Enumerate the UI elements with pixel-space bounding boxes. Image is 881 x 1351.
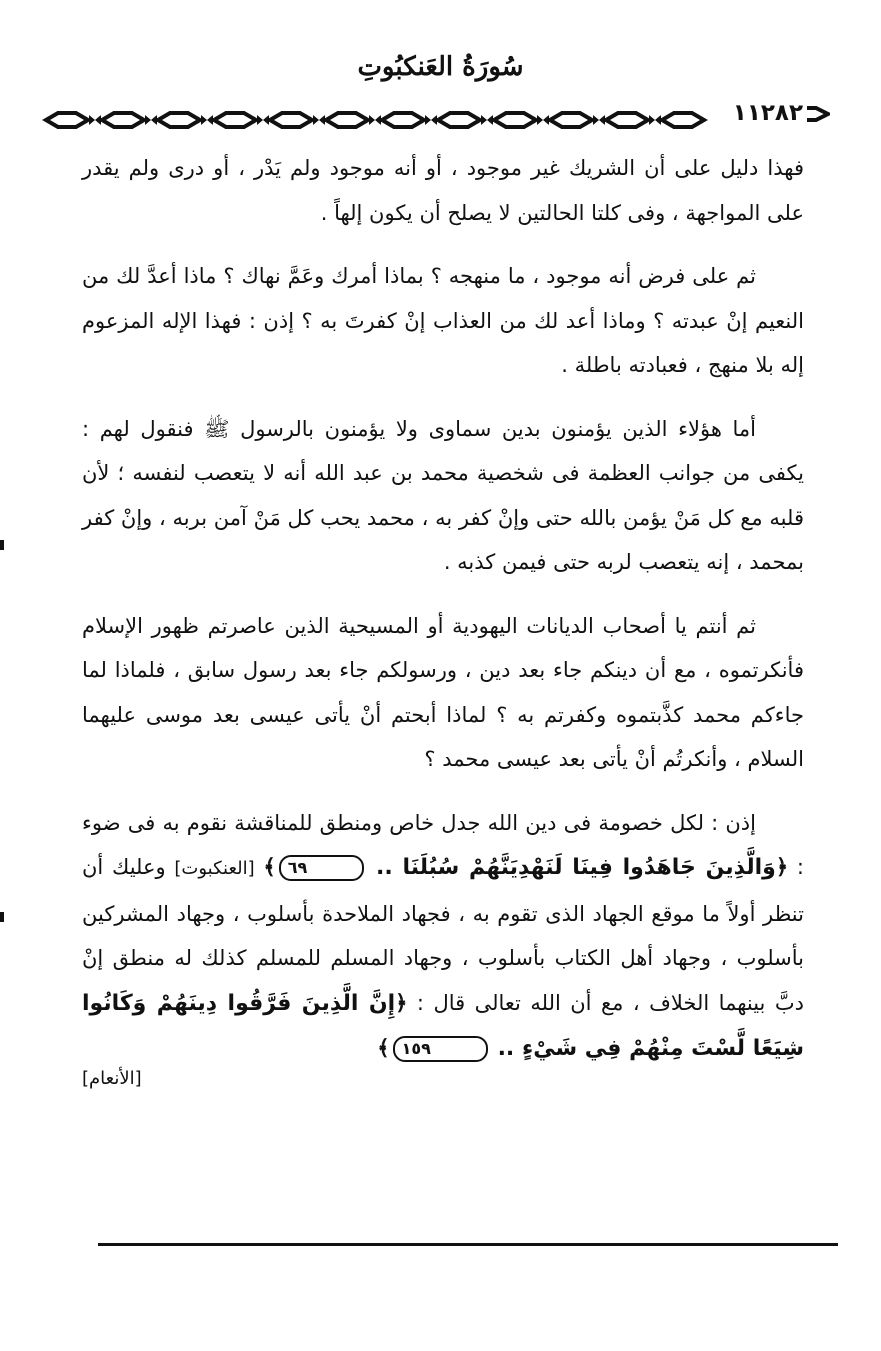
paragraph-5-intro: إذن : لكل خصومة فى دين الله جدل خاص ومنطق للمناقشة نقوم به فى ضوء : (82, 810, 804, 879)
footer-divider (98, 1243, 838, 1246)
quran-verse-ankabut: وَالَّذِينَ جَاهَدُوا فِينَا لَنَهْدِيَنَّهُمْ سُبُلَنَا .. (376, 855, 776, 880)
page-text (82, 146, 804, 1113)
surah-title: سُورَةُ العَنكبُوتِ (357, 52, 524, 82)
surah-reference-ankabut: [العنكبوت] (174, 858, 255, 879)
quran-open-bracket: ﴿ (775, 855, 789, 879)
decorative-chain-border (40, 100, 830, 140)
page-number: ١١٢٨٢ (729, 98, 807, 128)
surah-reference-anam: [الأنعام] (82, 1067, 142, 1089)
scan-margin-mark (0, 912, 4, 922)
paragraph-1: فهذا دليل على أن الشريك غير موجود ، أو أنه موجود ولم يَدْر ، أو درى ولم يقدر على المواجهة ، وفى كلتا الحالتين لا يصلح أن يكون إلهاً . (82, 156, 804, 225)
scan-margin-mark (0, 540, 4, 550)
quran-close-bracket: ﴾ (263, 855, 276, 879)
paragraph-2: ثم على فرض أنه موجود ، ما منهجه ؟ بماذا أمرك وعَمَّ نهاك ؟ ماذا أعدَّ لك من النعيم إنْ عبدته ؟ وماذا أعد لك من العذاب إنْ كفرتَ به ؟ إذن : فهذا الإله المزعوم إله بلا منهج ، فعبادته باطلة . (82, 264, 804, 377)
paragraph-5 (82, 801, 804, 1094)
paragraph-3: أما هؤلاء الذين يؤمنون بدين سماوى ولا يؤمنون بالرسول ﷺ فنقول لهم : يكفى من جوانب العظمة فى شخصية محمد بن عبد الله أنه لا يتعصب لنفسه ؛ لأن قلبه مع كل مَنْ يؤمن بالله حتى وإنْ كفر به ، محمد يحب كل مَنْ آمن بربه ، وإنْ كفر بمحمد ، إنه يتعصب لربه حتى فيمن كذبه . (82, 416, 804, 574)
paragraph-5-body: وعليك أن تنظر أولاً ما موقع الجهاد الذى تقوم به ، فجهاد الملاحدة بأسلوب ، وجهاد المشركين بأسلوب ، وجهاد أهل الكتاب بأسلوب ، وجهاد المسلم للمسلم كذلك له منطق إنْ دبَّ بينهما الخلاف ، مع أن الله تعالى قال : (82, 855, 804, 1015)
quran-open-bracket-2: ﴿ (395, 990, 408, 1015)
chain-ornament-icon (40, 100, 830, 140)
verse-number-159: ١٥٩ (393, 1036, 488, 1062)
quran-verse-anam: إِنَّ الَّذِينَ فَرَّقُوا دِينَهُمْ وَكَانُوا شِيَعًا لَّسْتَ مِنْهُمْ فِي شَيْءٍ .. (82, 990, 804, 1061)
quran-close-bracket-2: ﴾ (377, 1036, 390, 1060)
verse-number-69: ٦٩ (279, 855, 365, 881)
paragraph-4: ثم أنتم يا أصحاب الديانات اليهودية أو المسيحية الذين عاصرتم ظهور الإسلام فأنكرتموه ، مع أن دينكم جاء بعد دين ، ورسولكم جاء بعد رسول سابق ، فلماذا لما جاءكم محمد كذَّبتموه وكفرتم به ؟ لماذا أبحتم أنْ يأتى عيسى بعد موسى عليهما السلام ، وأنكرتُم أنْ يأتى بعد عيسى محمد ؟ (82, 613, 804, 771)
